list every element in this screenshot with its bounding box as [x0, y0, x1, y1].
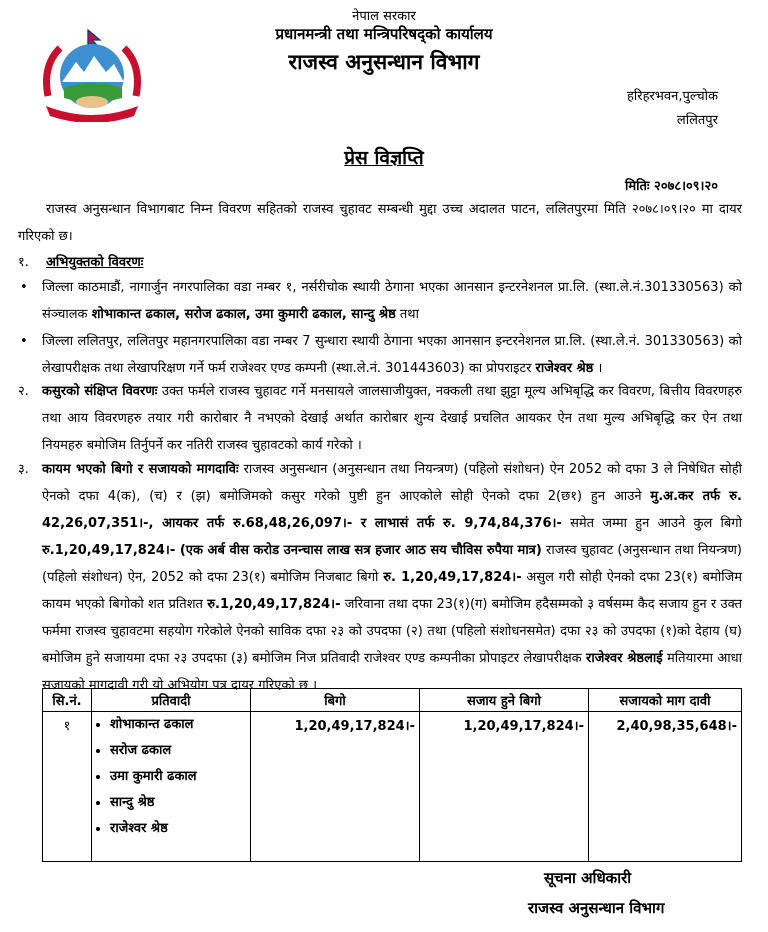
list-item: • सरोज ढकाल: [110, 738, 246, 764]
section-1-title: अभियुक्तको विवरणः: [46, 255, 144, 270]
section-2-number: २.: [18, 384, 29, 399]
section-3-text-1: राजस्व अनुसन्धान (अनुसन्धान तथा नियन्त्रण) (पहिलो संशोधन) ऐन 2052 को दफा 3 ले निषेधित सोही ऐनको दफा 4(क), (च) र (झ) बमोजिमको कसुर गरेको पुष्टी हुन आएकोले सोही ऐनको दफा 2(छ१) हुन आउने: [42, 462, 742, 504]
cell-accused: [92, 712, 251, 862]
section-3-text-3: राजस्व चुहावट (अनुसन्धान तथा नियन्त्रण) (पहिलो संशोधन) ऐन, 2052 को दफा 23(१) बमोजिम निजबाट बिगो: [42, 543, 742, 585]
section-3-text-2: समेत जम्मा हुन आउने कुल बिगो: [561, 516, 742, 531]
col-header-bigo: बिगो: [251, 689, 420, 712]
col-header-sn: सि.नं.: [43, 689, 92, 712]
press-release-title: [0, 144, 768, 170]
auditor-name: राजेश्वर श्रेष्ठ: [535, 361, 594, 376]
section-3-text-6: मतियारमा आधा सजायको मागदावी गरी यो अभियोग पत्र दायर गरिएको छ ।: [42, 651, 742, 693]
total-bigo: रु.1,20,49,17,824।- (एक अर्ब वीस करोड उनन्चास लाख सत्र हजार आठ सय चौविस रुपैया मात्र): [42, 543, 542, 558]
cell-bigo: 1,20,49,17,824।-: [251, 712, 420, 862]
accused-bullet-2: • जिल्ला ललितपुर, ललितपुर महानगरपालिका वडा नम्बर 7 सुन्धारा स्थायी ठेगाना भएका आनसान इन्टरनेशनल प्रा.लि. (स्था.ले.नं. 301330563) को लेखापरीक्षक तथा लेखापरिक्षण गर्ने फर्म राजेश्वर एण्ड कम्पनी (स्था.ले.नं. 301443603) का प्रोपराइटर राजेश्वर श्रेष्ठ ।: [20, 334, 742, 376]
section-2-text: उक्त फर्मले राजस्व चुहावट गर्ने मनसायले जालसाजीयुक्त, नक्कली तथा झुट्टा मूल्य अभिबृद्धि कर विवरण, बित्तीय विवरणहरु तथा आय विवरणहरु तयार गरी कारोबार नै नभएको देखाई अर्थात कारोबार शुन्य देखाई प्रचलित आयकर ऐन तथा मुल्य अभिबृद्धि कर ऐन तथा नियमहरु बमोजिम तिर्नुपर्ने कर नतिरी राजस्व चुहावटको कार्य गरेको ।: [42, 384, 742, 453]
penalty-table: [42, 688, 742, 862]
signature-title: सूचना अधिकारी: [544, 869, 632, 887]
header-office: प्रधानमन्त्री तथा मन्त्रिपरिषद्को कार्यालय: [275, 25, 493, 43]
section-3-text-5: जरिवाना तथा दफा 23(१)(ग) बमोजिम हदैसम्मको ३ वर्षसम्म कैद सजाय हुन र उक्त फर्ममा राजस्व चुहावटमा सहयोग गरेकोले ऐनको साविक दफा २३ को उपदफा (२) तथा (पहिलो संशोधनसमेत) दफा २३ को उपदफा (१)को देहाय (घ) बमोजिम हुने सजायमा दफा २३ उपदफा (३) बमोजिम निज प्रतिवादी राजेश्वर एण्ड कम्पनीका प्रोपाइटर लेखापरीक्षक: [42, 597, 742, 666]
col-header-sajay-bigo: सजाय हुने बिगो: [420, 689, 589, 712]
cell-maag-dabi: 2,40,98,35,648।-: [589, 712, 742, 862]
accused-list: [96, 712, 246, 842]
list-item: • उमा कुमारी ढकाल: [110, 764, 246, 790]
section-1-heading: [18, 252, 742, 274]
accused-bullet-2-end: ।: [593, 361, 603, 376]
address-line-2: ललितपुर: [676, 113, 718, 128]
recovery-amount: रु. 1,20,49,17,824।-: [383, 570, 522, 585]
accused-names: शोभाकान्त ढकाल, सरोज ढकाल, उमा कुमारी ढकाल, सान्दु श्रेष्ठ: [91, 307, 396, 322]
list-item: • शोभाकान्त ढकाल: [110, 712, 246, 738]
section-1-number: १.: [18, 255, 29, 270]
accused-bullet-1: • जिल्ला काठमाडौं, नागार्जुन नगरपालिका वडा नम्बर १, नर्सरीचोक स्थायी ठेगाना भएका आनसान इन्टरनेशनल प्रा.लि. (स्था.ले.नं.301330563) को संञ्चालक शोभाकान्त ढकाल, सरोज ढकाल, उमा कुमारी ढकाल, सान्दु श्रेष्ठ तथा: [20, 280, 742, 322]
list-item: • राजेश्वर श्रेष्ठ: [110, 816, 246, 842]
date: मितिः २०७८।०९।२०: [624, 179, 718, 194]
list-item: • सान्दु श्रेष्ठ: [110, 790, 246, 816]
header-department: राजस्व अनुसन्धान विभाग: [288, 50, 480, 74]
table-header-row: [43, 689, 742, 712]
accused-bullet-1-text: जिल्ला काठमाडौं, नागार्जुन नगरपालिका वडा नम्बर १, नर्सरीचोक स्थायी ठेगाना भएका आनसान इन्टरनेशनल प्रा.लि. (स्था.ले.नं.301330563) को संञ्चालक: [42, 280, 742, 322]
section-3-title: कायम भएको बिगो र सजायको मागदाविः: [42, 462, 239, 477]
accused-bullet-2-text: जिल्ला ललितपुर, ललितपुर महानगरपालिका वडा नम्बर 7 सुन्धारा स्थायी ठेगाना भएका आनसान इन्टरनेशनल प्रा.लि. (स्था.ले.नं. 301330563) को लेखापरीक्षक तथा लेखापरिक्षण गर्ने फर्म राजेश्वर एण्ड कम्पनी (स्था.ले.नं. 301443603) का प्रोपराइटर: [42, 334, 742, 376]
col-header-accused: प्रतिवादी: [92, 689, 251, 712]
col-header-maag: सजायको माग दावी: [589, 689, 742, 712]
intro-paragraph: राजस्व अनुसन्धान विभागबाट निम्न विवरण सहितको राजस्व चुहावट सम्बन्धी मुद्दा उच्च अदालत पाटन, ललितपुरमा मिति २०७८।०९।२० मा दायर गरिएको छ।: [18, 202, 742, 244]
section-3-number: ३.: [18, 462, 29, 477]
cell-sn: १: [43, 712, 92, 862]
section-2-paragraph: [18, 378, 742, 459]
section-2-title: कसुरको संक्षिप्त विवरणः: [42, 384, 158, 399]
cell-sajay-bigo: 1,20,49,17,824।-: [420, 712, 589, 862]
section-3-text-4: असुल गरी सोही ऐनको दफा 23(१) बमोजिम कायम भएको बिगोको शत प्रतिशत: [42, 570, 742, 612]
signature-department: राजस्व अनुसन्धान विभाग: [528, 899, 665, 917]
fine-amount: रु.1,20,49,17,824।-: [207, 597, 341, 612]
section-3-paragraph: [18, 456, 742, 699]
tax-amounts: मु.अ.कर तर्फ रु. 42,26,07,351।-, आयकर तर्फ रु.68,48,26,097।- र लाभासं तर्फ रु. 9,74,84,376।-: [42, 489, 742, 531]
header-government: नेपाल सरकार: [352, 9, 416, 24]
table-row: [43, 712, 742, 862]
address-line-1: हरिहरभवन,पुल्चोक: [626, 89, 718, 104]
title-text: प्रेस विज्ञप्ति: [344, 147, 424, 169]
auditor-name-2: राजेश्वर श्रेष्ठलाई: [586, 651, 663, 666]
accused-bullet-1-end: तथा: [395, 307, 419, 322]
